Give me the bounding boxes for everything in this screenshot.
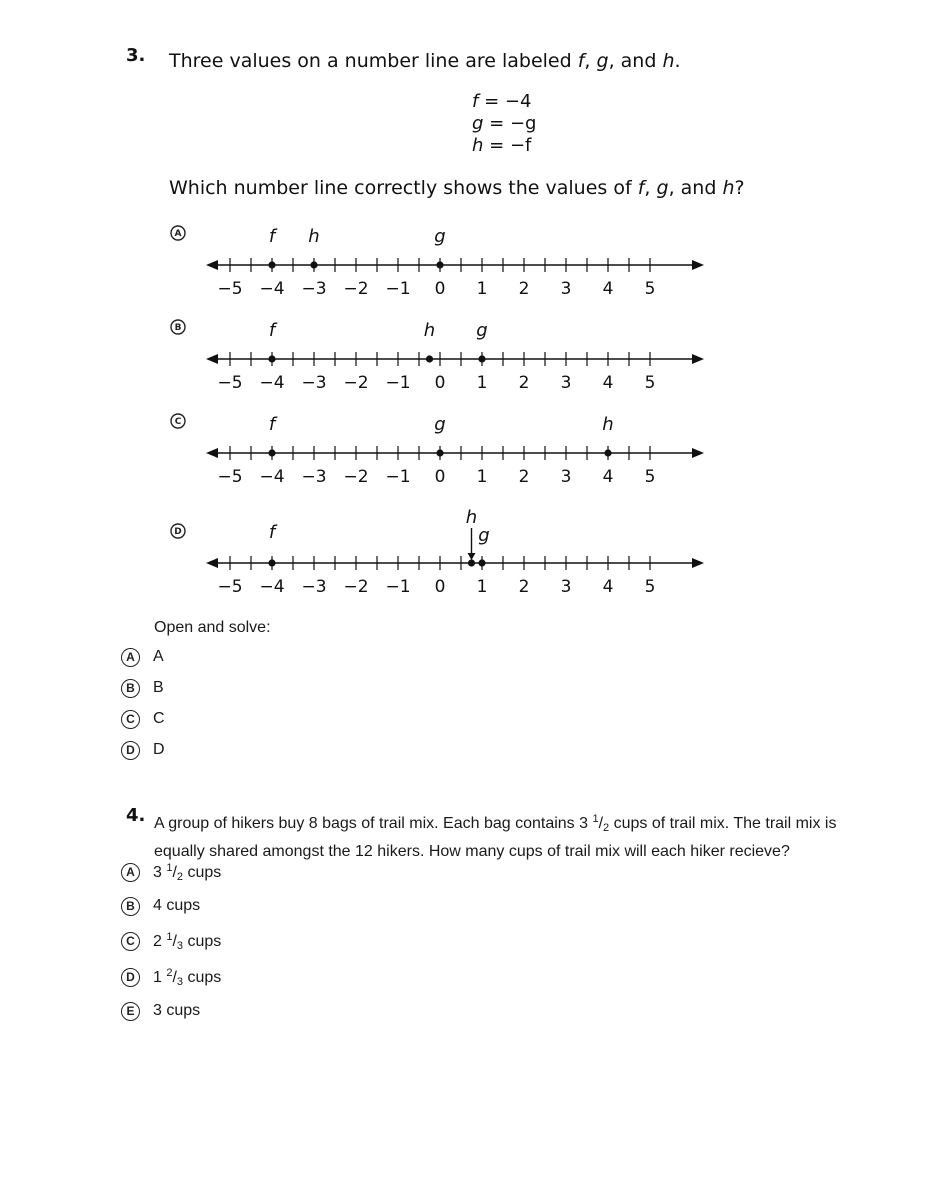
right-arrow-icon: [692, 354, 704, 364]
choice-letter: A: [174, 229, 182, 239]
tick-label: −5: [217, 577, 243, 597]
tick-label: 1: [476, 467, 488, 487]
tick-label: 4: [602, 577, 614, 597]
tick-label: −2: [343, 467, 369, 487]
equation-f: f = −4: [472, 91, 532, 112]
open-and-solve-prompt: Open and solve:: [154, 619, 271, 636]
tick-label: −2: [343, 577, 369, 597]
option-label: C: [153, 710, 165, 727]
tick-label: −2: [343, 373, 369, 393]
tick-label: −5: [217, 373, 243, 393]
point-label-f: f: [268, 320, 276, 341]
point-label-g: g: [434, 226, 446, 247]
tick-label: −1: [385, 373, 411, 393]
point-f: [268, 449, 275, 456]
option-label: B: [153, 679, 164, 696]
tick-label: 4: [602, 279, 614, 299]
tick-label: 1: [476, 279, 488, 299]
tick-label: −3: [301, 279, 327, 299]
equation-h: h = −f: [472, 135, 532, 156]
tick-label: −1: [385, 279, 411, 299]
tick-label: −4: [259, 373, 285, 393]
point-h: [468, 559, 475, 566]
left-arrow-icon: [206, 448, 218, 458]
tick-label: 3: [560, 373, 572, 393]
tick-label: 4: [602, 467, 614, 487]
tick-label: 0: [434, 279, 446, 299]
point-label-g: g: [476, 320, 488, 341]
point-label-f: f: [268, 522, 276, 543]
q4-option-d[interactable]: [121, 966, 221, 988]
q4-option-c[interactable]: [121, 930, 221, 952]
bubble-c: C: [121, 932, 140, 951]
point-label-h: h: [308, 226, 320, 247]
right-arrow-icon: [692, 260, 704, 270]
point-f: [268, 355, 275, 362]
equation-block: [472, 91, 536, 157]
point-label-g: g: [434, 414, 446, 435]
tick-label: −1: [385, 577, 411, 597]
option-label: 2 $^1/_3$ cups: [153, 930, 222, 952]
option-label: A: [153, 648, 164, 665]
choice-letter: B: [174, 323, 182, 333]
number-line-panel-d: [171, 507, 704, 597]
point-g: [436, 449, 443, 456]
right-arrow-icon: [692, 558, 704, 568]
choice-letter: D: [174, 527, 182, 537]
point-label-f: f: [268, 226, 276, 247]
tick-label: 4: [602, 373, 614, 393]
question-number: 4.: [126, 805, 146, 826]
question-stem: A group of hikers buy 8 bags of trail mix. Each bag contains 3 $^1/_2$ cups of trail mix. The trail mix is equally shared amongst the 12 hikers. How many cups of trail mix will each hiker recieve?: [154, 813, 837, 860]
q4-option-a[interactable]: [121, 861, 221, 883]
tick-label: −4: [259, 279, 285, 299]
bubble-d: D: [121, 968, 140, 987]
point-label-g: g: [478, 525, 490, 546]
number-line-panel-b: [171, 320, 704, 393]
tick-label: −3: [301, 577, 327, 597]
point-f: [268, 261, 275, 268]
tick-label: 2: [518, 577, 530, 597]
q3-option-c[interactable]: [121, 708, 165, 730]
tick-label: 5: [644, 467, 656, 487]
down-arrow-icon: [468, 553, 476, 560]
tick-label: 1: [476, 577, 488, 597]
option-label: 3 $^1/_2$ cups: [153, 861, 222, 883]
option-label: 4 cups: [153, 897, 201, 914]
question-number: 3.: [126, 45, 146, 66]
option-label: D: [153, 741, 165, 758]
tick-label: 2: [518, 373, 530, 393]
tick-label: 5: [644, 279, 656, 299]
option-label: 3 cups: [153, 1002, 201, 1019]
point-label-h: h: [465, 507, 478, 528]
question-stem: Three values on a number line are labeled f, g, and h.: [169, 50, 681, 72]
q4-option-b[interactable]: [121, 895, 200, 917]
tick-label: 0: [434, 373, 446, 393]
tick-label: −5: [217, 279, 243, 299]
point-g: [436, 261, 443, 268]
point-h: [426, 355, 433, 362]
point-label-h: h: [423, 320, 436, 341]
right-arrow-icon: [692, 448, 704, 458]
tick-label: −4: [259, 577, 285, 597]
tick-label: −2: [343, 279, 369, 299]
tick-label: 0: [434, 577, 446, 597]
tick-label: −3: [301, 373, 327, 393]
number-line-figure: [160, 215, 720, 605]
bubble-a: A: [121, 863, 140, 882]
tick-label: 0: [434, 467, 446, 487]
q3-option-d[interactable]: [121, 739, 165, 761]
number-line-panel-a: [171, 226, 704, 299]
point-label-h: h: [602, 414, 614, 435]
bubble-d: D: [121, 741, 140, 760]
tick-label: 2: [518, 279, 530, 299]
q3-option-b[interactable]: [121, 677, 164, 699]
bubble-e: E: [121, 1002, 140, 1021]
choice-letter: C: [174, 417, 182, 427]
point-f: [268, 559, 275, 566]
point-h: [310, 261, 317, 268]
bubble-b: B: [121, 679, 140, 698]
point-g: [478, 559, 485, 566]
tick-label: −3: [301, 467, 327, 487]
point-h: [604, 449, 611, 456]
tick-label: 3: [560, 577, 572, 597]
left-arrow-icon: [206, 354, 218, 364]
tick-label: 3: [560, 279, 572, 299]
tick-label: −4: [259, 467, 285, 487]
tick-label: 2: [518, 467, 530, 487]
tick-label: 1: [476, 373, 488, 393]
tick-label: −1: [385, 467, 411, 487]
left-arrow-icon: [206, 260, 218, 270]
tick-label: −5: [217, 467, 243, 487]
option-label: 1 $^2/_3$ cups: [153, 966, 222, 988]
question-prompt: Which number line correctly shows the values of f, g, and h?: [169, 177, 745, 199]
left-arrow-icon: [206, 558, 218, 568]
tick-label: 5: [644, 577, 656, 597]
tick-label: 5: [644, 373, 656, 393]
bubble-c: C: [121, 710, 140, 729]
q3-option-a[interactable]: [121, 646, 164, 668]
bubble-a: A: [121, 648, 140, 667]
tick-label: 3: [560, 467, 572, 487]
bubble-b: B: [121, 897, 140, 916]
number-line-panel-c: [171, 414, 704, 487]
q4-option-e[interactable]: [121, 1000, 200, 1022]
point-g: [478, 355, 485, 362]
point-label-f: f: [268, 414, 276, 435]
equation-g: g = −g: [472, 113, 537, 134]
